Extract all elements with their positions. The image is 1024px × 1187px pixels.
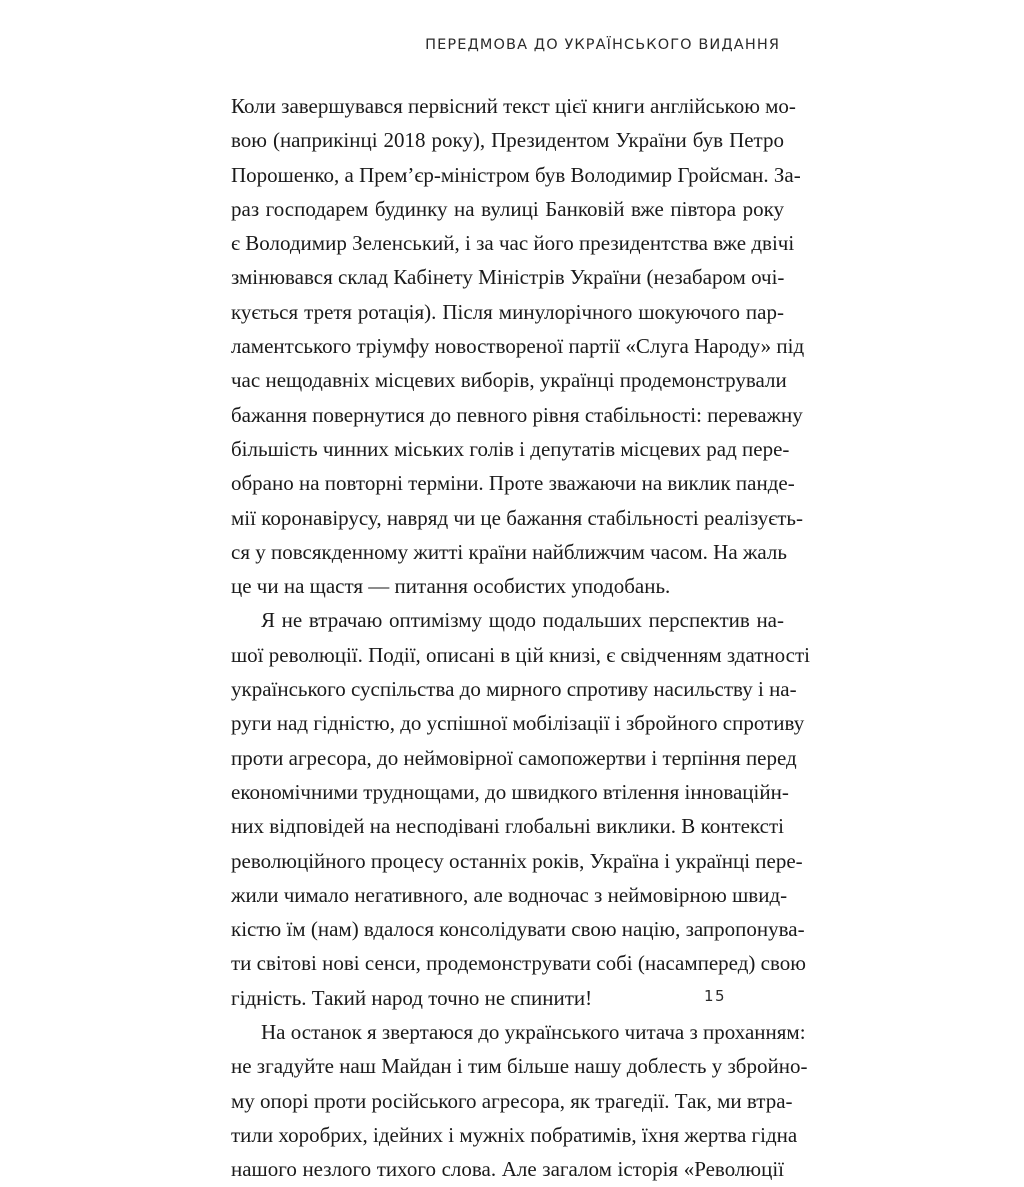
text-line: тили хоробрих, ідейних і мужніх побратимів, їхня жертва гідна xyxy=(231,1122,798,1147)
text-line: му опорі проти російського агресора, як трагедії. Так, ми втра- xyxy=(231,1088,793,1113)
text-line: час нещодавніх місцевих виборів, українці продемонстрували xyxy=(231,368,787,393)
text-line: бажання повернутися до певного рівня стабільності: переважну xyxy=(231,402,803,427)
body-text xyxy=(231,89,811,1187)
text-line: На останок я звертаюся до українського читача з проханням: xyxy=(261,1020,806,1045)
text-line: це чи на щастя — питання особистих уподобань. xyxy=(231,574,671,599)
text-line: руги над гідністю, до успішної мобілізації і збройного спротиву xyxy=(231,711,805,736)
text-line: кістю їм (нам) вдалося консолідувати свою націю, запропонува- xyxy=(231,917,805,942)
text-line: шої революції. Події, описані в цій книзі, є свідченням здатності xyxy=(231,642,811,667)
text-line: раз господарем будинку на вулиці Банковій вже півтора року xyxy=(231,196,784,221)
text-line: економічними труднощами, до швидкого втілення інноваційн- xyxy=(231,779,789,804)
text-line: нашого незлого тихого слова. Але загалом історія «Революції xyxy=(231,1157,784,1182)
text-line: є Володимир Зеленський, і за час його президентства вже двічі xyxy=(231,231,795,256)
text-line: проти агресора, до неймовірної самопожертви і терпіння перед xyxy=(231,745,797,770)
text-line: змінювався склад Кабінету Міністрів України (незабаром очі- xyxy=(231,265,785,290)
text-line: революційного процесу останніх років, Україна і українці пере- xyxy=(231,848,803,873)
text-line: ти світові нові сенси, продемонструвати собі (насамперед) свою xyxy=(231,951,806,976)
paragraph-2 xyxy=(231,603,811,1015)
text-line: гідність. Такий народ точно не спинити! xyxy=(231,985,593,1010)
text-line: ламентського тріумфу новоствореної партії «Слуга Народу» під xyxy=(231,334,805,359)
page-number: 15 xyxy=(704,987,727,1005)
paragraph-3 xyxy=(231,1015,808,1186)
text-line: вою (наприкінці 2018 року), Президентом України був Петро xyxy=(231,128,784,153)
text-line: Порошенко, а Прем’єр-міністром був Володимир Гройсман. За- xyxy=(231,162,801,187)
running-header: ПЕРЕДМОВА ДО УКРАЇНСЬКОГО ВИДАННЯ xyxy=(425,37,780,53)
text-line: не згадуйте наш Майдан і тим більше нашу доблесть у збройно- xyxy=(231,1054,808,1079)
text-line: кується третя ротація). Після минулорічного шокуючого пар- xyxy=(231,299,784,324)
text-line: українського суспільства до мирного спротиву насильству і на- xyxy=(231,677,797,702)
paragraph-1 xyxy=(231,89,805,603)
text-line: жили чимало негативного, але водночас з неймовірною швид- xyxy=(231,882,788,907)
text-line: Я не втрачаю оптимізму щодо подальших перспектив на- xyxy=(261,608,784,633)
text-line: Коли завершувався первісний текст цієї книги англійською мо- xyxy=(231,94,796,118)
text-line: мії коронавірусу, навряд чи це бажання стабільності реалізуєть- xyxy=(231,505,803,530)
text-line: ся у повсякденному житті країни найближчим часом. На жаль xyxy=(231,539,787,564)
text-line: обрано на повторні терміни. Проте зважаючи на виклик панде- xyxy=(231,471,795,496)
text-line: них відповідей на несподівані глобальні виклики. В контексті xyxy=(231,814,784,839)
text-line: більшість чинних міських голів і депутатів місцевих рад пере- xyxy=(231,436,790,461)
